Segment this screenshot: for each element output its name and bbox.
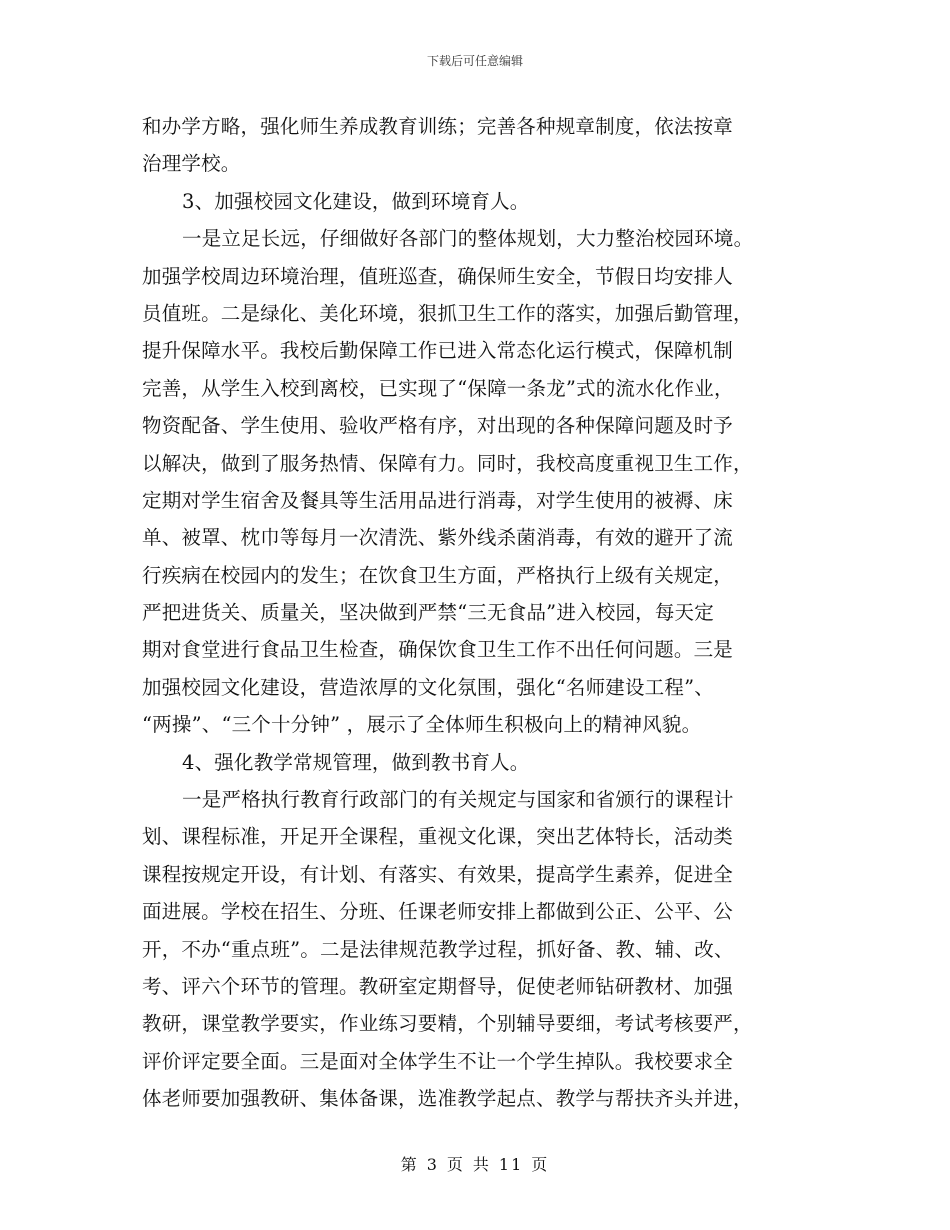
text-line: “两操”、“三个十分钟” ，展示了全体师生积极向上的精神风貌。: [142, 713, 702, 737]
text-line: 提升保障水平。我校后勤保障工作已进入常态化运行模式，保障机制: [142, 339, 734, 363]
text-line: 物资配备、学生使用、验收严格有序，对出现的各种保障问题及时予: [142, 414, 734, 438]
text-line: 3、加强校园文化建设，做到环境育人。: [182, 189, 530, 213]
text-line: 定期对学生宿舍及餐具等生活用品进行消毒，对学生使用的被褥、床: [142, 488, 734, 512]
page-footer: [0, 1152, 950, 1175]
document-body: [142, 108, 812, 1118]
text-line: 面进展。学校在招生、分班、任课老师安排上都做到公正、公平、公: [142, 900, 734, 924]
text-line: 评价评定要全面。三是面对全体学生不让一个学生掉队。我校要求全: [142, 1049, 734, 1073]
footer-label-total-unit: 页: [531, 1155, 550, 1174]
text-line: 完善，从学生入校到离校，已实现了“保障一条龙”式的流水化作业，: [142, 376, 734, 400]
footer-page-number: 3: [426, 1155, 439, 1174]
text-line: 划、课程标准，开足开全课程，重视文化课，突出艺体特长，活动类: [142, 825, 734, 849]
text-line: 单、被罩、枕巾等每月一次清洗、紫外线杀菌消毒，有效的避开了流: [142, 526, 734, 550]
text-line: 严把进货关、质量关，坚决做到严禁“三无食品”进入校园，每天定: [142, 601, 714, 625]
text-line: 考、评六个环节的管理。教研室定期督导，促使老师钻研教材、加强: [142, 974, 734, 998]
text-line: 体老师要加强教研、集体备课，选准教学起点、教学与帮扶齐头并进，: [142, 1087, 753, 1111]
text-line: 员值班。二是绿化、美化环境，狠抓卫生工作的落实，加强后勤管理，: [142, 301, 753, 325]
text-line: 开，不办“重点班”。二是法律规范教学过程，抓好备、教、辅、改、: [142, 937, 734, 961]
footer-label-page-unit: 页: [446, 1155, 465, 1174]
text-line: 4、强化教学常规管理，做到教书育人。: [182, 750, 530, 774]
text-line: 和办学方略，强化师生养成教育训练；完善各种规章制度，依法按章: [142, 115, 734, 138]
text-line: 行疾病在校园内的发生；在饮食卫生方面，严格执行上级有关规定，: [142, 563, 734, 587]
footer-label-page: 第: [400, 1155, 419, 1174]
page-header: 下载后可任意编辑: [426, 54, 523, 68]
text-line: 加强学校周边环境治理，值班巡查，确保师生安全，节假日均安排人: [142, 264, 734, 288]
text-line: 加强校园文化建设，营造浓厚的文化氛围，强化“名师建设工程”、: [142, 675, 714, 699]
footer-label-total: 共: [472, 1155, 491, 1174]
text-line: 课程按规定开设，有计划、有落实、有效果，提高学生素养，促进全: [142, 862, 734, 886]
footer-total-pages: 11: [498, 1155, 524, 1174]
text-line: 教研，课堂教学要实，作业练习要精，个别辅导要细，考试考核要严，: [142, 1012, 753, 1036]
text-line: 治理学校。: [142, 152, 241, 176]
text-line: 一是严格执行教育行政部门的有关规定与国家和省颁行的课程计: [182, 788, 734, 812]
text-line: 一是立足长远，仔细做好各部门的整体规划，大力整治校园环境。: [182, 227, 754, 251]
text-line: 以解决，做到了服务热情、保障有力。同时，我校高度重视卫生工作，: [142, 451, 753, 475]
text-line: 期对食堂进行食品卫生检查，确保饮食卫生工作不出任何问题。三是: [142, 638, 734, 662]
